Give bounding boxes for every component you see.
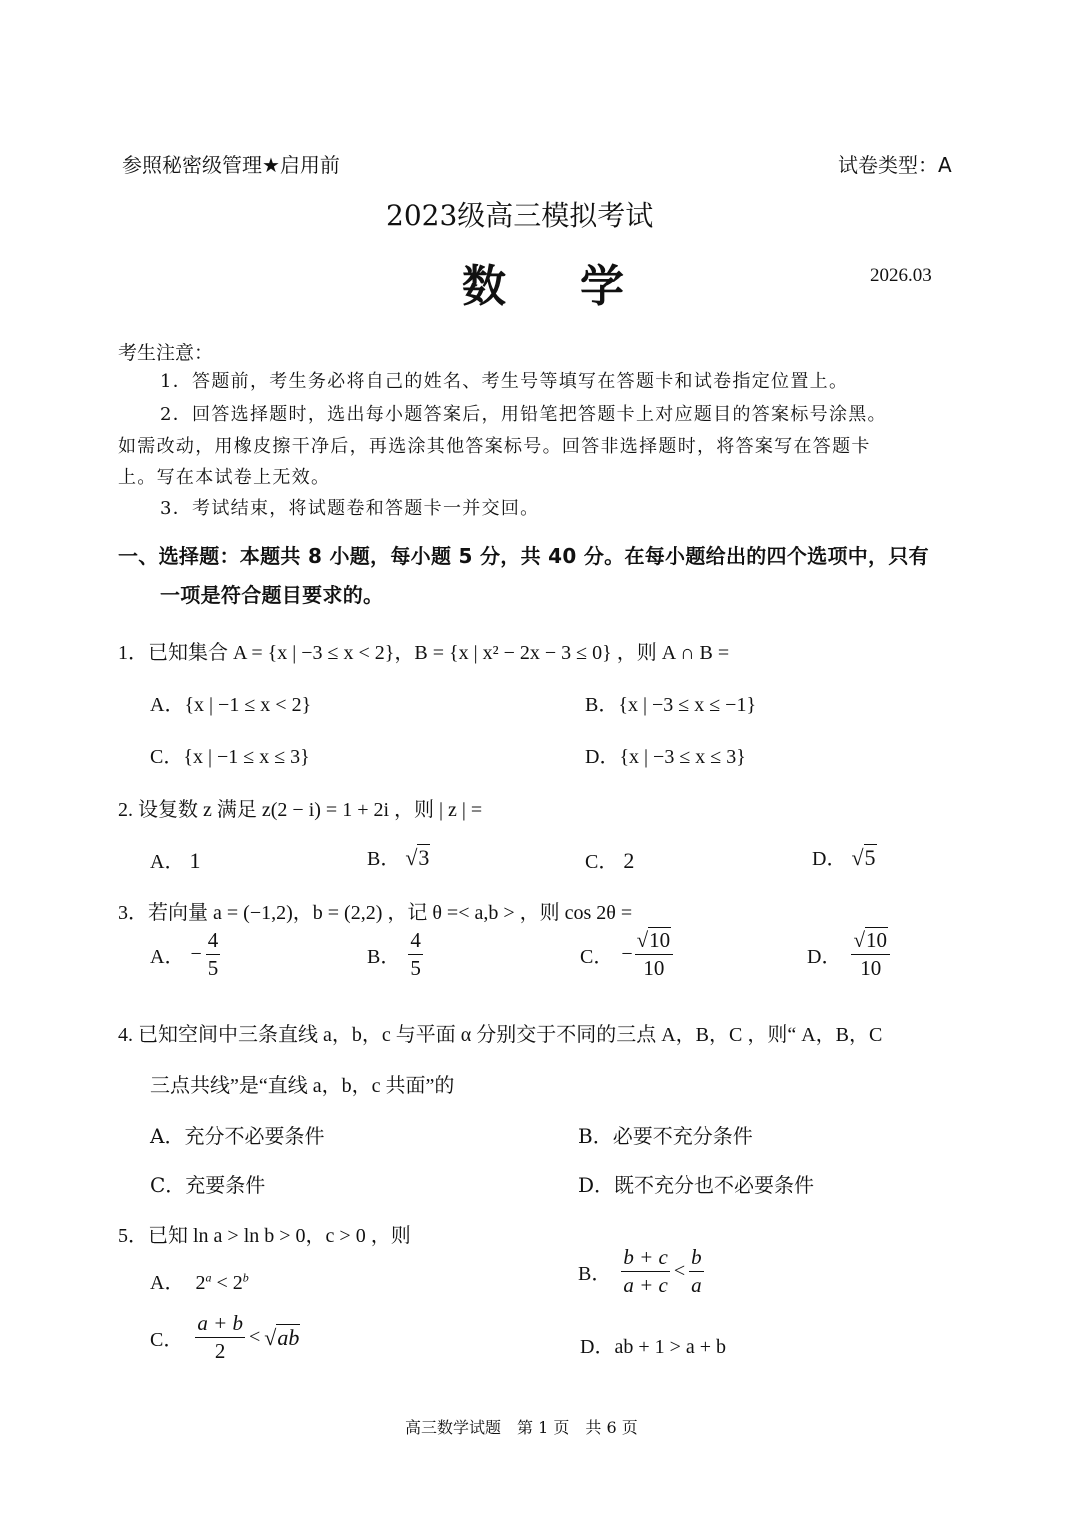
radicand: 3: [418, 845, 430, 870]
notice-item-2-line-3: 上。写在本试卷上无效。: [118, 467, 331, 488]
question-5-option-c: [150, 1313, 300, 1362]
question-1-option-d: D．{x | −3 ≤ x ≤ 3}: [585, 746, 746, 768]
option-label: B．: [367, 848, 401, 870]
fraction: [206, 930, 221, 979]
option-label: D．: [812, 848, 847, 870]
confidentiality-label: 参照秘密级管理★启用前: [122, 153, 340, 177]
numerator: b + c: [621, 1247, 670, 1272]
option-value: 1: [189, 848, 201, 873]
exam-title: 2023级高三模拟考试: [386, 199, 654, 232]
question-4-stem-line-1: 4. 已知空间中三条直线 a，b，c 与平面 α 分别交于不同的三点 A，B，C ，则“ A，B，C: [118, 1024, 883, 1046]
option-label: B．: [578, 1263, 612, 1285]
less-than-sign: <: [673, 1260, 686, 1282]
question-3-stem: 3．若向量 a = (−1,2)，b = (2,2) ，记 θ =< a,b > ，则 cos 2θ =: [118, 902, 633, 924]
sqrt-sign: √: [853, 928, 865, 952]
numerator: [851, 930, 890, 955]
numerator: b: [689, 1247, 704, 1272]
notice-item-2-line-2: 如需改动，用橡皮擦干净后，再选涂其他答案标号。回答非选择题时，将答案写在答题卡: [118, 436, 871, 457]
question-2-option-d: [812, 842, 877, 871]
question-5-option-d: D．ab + 1 > a + b: [580, 1336, 727, 1358]
option-label: D．: [807, 946, 842, 968]
question-2-option-a: [150, 845, 200, 874]
section-heading-line-1: 一、选择题：本题共 8 小题，每小题 5 分，共 40 分。在每小题给出的四个选项中，只有: [118, 544, 929, 568]
question-4-option-b: B．必要不充分条件: [578, 1124, 753, 1148]
notice-item-2-line-1: 2．回答选择题时，选出每小题答案后，用铅笔把答题卡上对应题目的答案标号涂黑。: [160, 404, 887, 425]
option-label: C．: [580, 946, 614, 968]
question-2-option-c: [585, 845, 634, 874]
fraction: [408, 930, 423, 979]
option-label: A．: [150, 851, 185, 873]
page-footer: 高三数学试题 第 1 页 共 6 页: [405, 1418, 638, 1437]
radicand: ab: [277, 1325, 300, 1350]
numerator: a + b: [195, 1313, 245, 1338]
sqrt-sign: √: [636, 928, 649, 952]
question-5-option-a: [150, 1266, 249, 1295]
denominator: 2: [214, 1339, 226, 1363]
question-5-stem: 5．已知 ln a > ln b > 0，c > 0 ，则: [118, 1225, 411, 1247]
question-1-stem: 1．已知集合 A = {x | −3 ≤ x < 2}，B = {x | x² − 2x − 3 ≤ 0} ，则 A ∩ B =: [118, 642, 730, 664]
question-1-option-c: C．{x | −1 ≤ x ≤ 3}: [150, 746, 310, 768]
section-heading-line-2: 一项是符合题目要求的。: [160, 583, 384, 607]
numerator: 4: [408, 930, 423, 955]
minus-sign: −: [621, 943, 633, 965]
question-4-option-a: A．充分不必要条件: [150, 1124, 325, 1148]
question-3-option-a: [150, 930, 220, 979]
notice-item-1: 1．答题前，考生务必将自己的姓名、考生号等填写在答题卡和试卷指定位置上。: [160, 371, 849, 392]
numerator: [635, 930, 674, 955]
notice-item-3: 3．考试结束，将试题卷和答题卡一并交回。: [160, 498, 540, 519]
question-3-option-d: [807, 930, 890, 979]
denominator: a + c: [623, 1273, 668, 1297]
exam-date: 2026.03: [870, 265, 932, 286]
sqrt-sign: √: [851, 845, 864, 870]
fraction: [621, 1247, 670, 1296]
radicand: 5: [864, 845, 876, 870]
radicand: 10: [649, 928, 671, 952]
question-4-stem-line-2: 三点共线”是“直线 a，b，c 共面”的: [150, 1075, 455, 1097]
denominator: 5: [207, 956, 219, 980]
option-value: 2: [623, 848, 635, 873]
option-label: A．: [150, 1272, 185, 1294]
denominator: 10: [643, 956, 665, 980]
question-2-stem: 2. 设复数 z 满足 z(2 − i) = 1 + 2i ，则 | z | =: [118, 799, 483, 821]
option-label: C．: [585, 851, 619, 873]
fraction: [851, 930, 890, 979]
denominator: a: [691, 1273, 702, 1297]
radicand: 10: [865, 928, 887, 952]
paper-type-label: 试卷类型：A: [838, 153, 952, 177]
numerator: 4: [206, 930, 221, 955]
fraction: [689, 1247, 704, 1296]
sqrt-sign: √: [405, 845, 418, 870]
option-label: B．: [367, 946, 401, 968]
question-1-option-b: B．{x | −3 ≤ x ≤ −1}: [585, 694, 757, 716]
minus-sign: −: [190, 943, 202, 965]
notice-heading: 考生注意：: [118, 342, 214, 364]
question-4-option-d: D．既不充分也不必要条件: [578, 1173, 815, 1197]
denominator: 5: [410, 956, 421, 980]
question-3-option-c: [580, 930, 673, 979]
fraction: [195, 1313, 245, 1362]
sqrt-sign: √: [264, 1324, 277, 1350]
question-1-option-a: A．{x | −1 ≤ x < 2}: [150, 694, 312, 716]
option-label: C．: [150, 1329, 184, 1351]
subject-title: 数学: [462, 261, 698, 312]
fraction: [635, 930, 674, 979]
question-3-option-b: [367, 930, 423, 979]
question-2-option-b: [367, 842, 430, 871]
option-label: A．: [150, 946, 185, 968]
question-4-option-c: C．充要条件: [150, 1173, 266, 1197]
less-than-sign: <: [249, 1326, 261, 1348]
question-5-option-b: [578, 1247, 704, 1296]
denominator: 10: [860, 956, 882, 980]
option-expression: $2^a < 2^b$: [195, 1270, 249, 1294]
